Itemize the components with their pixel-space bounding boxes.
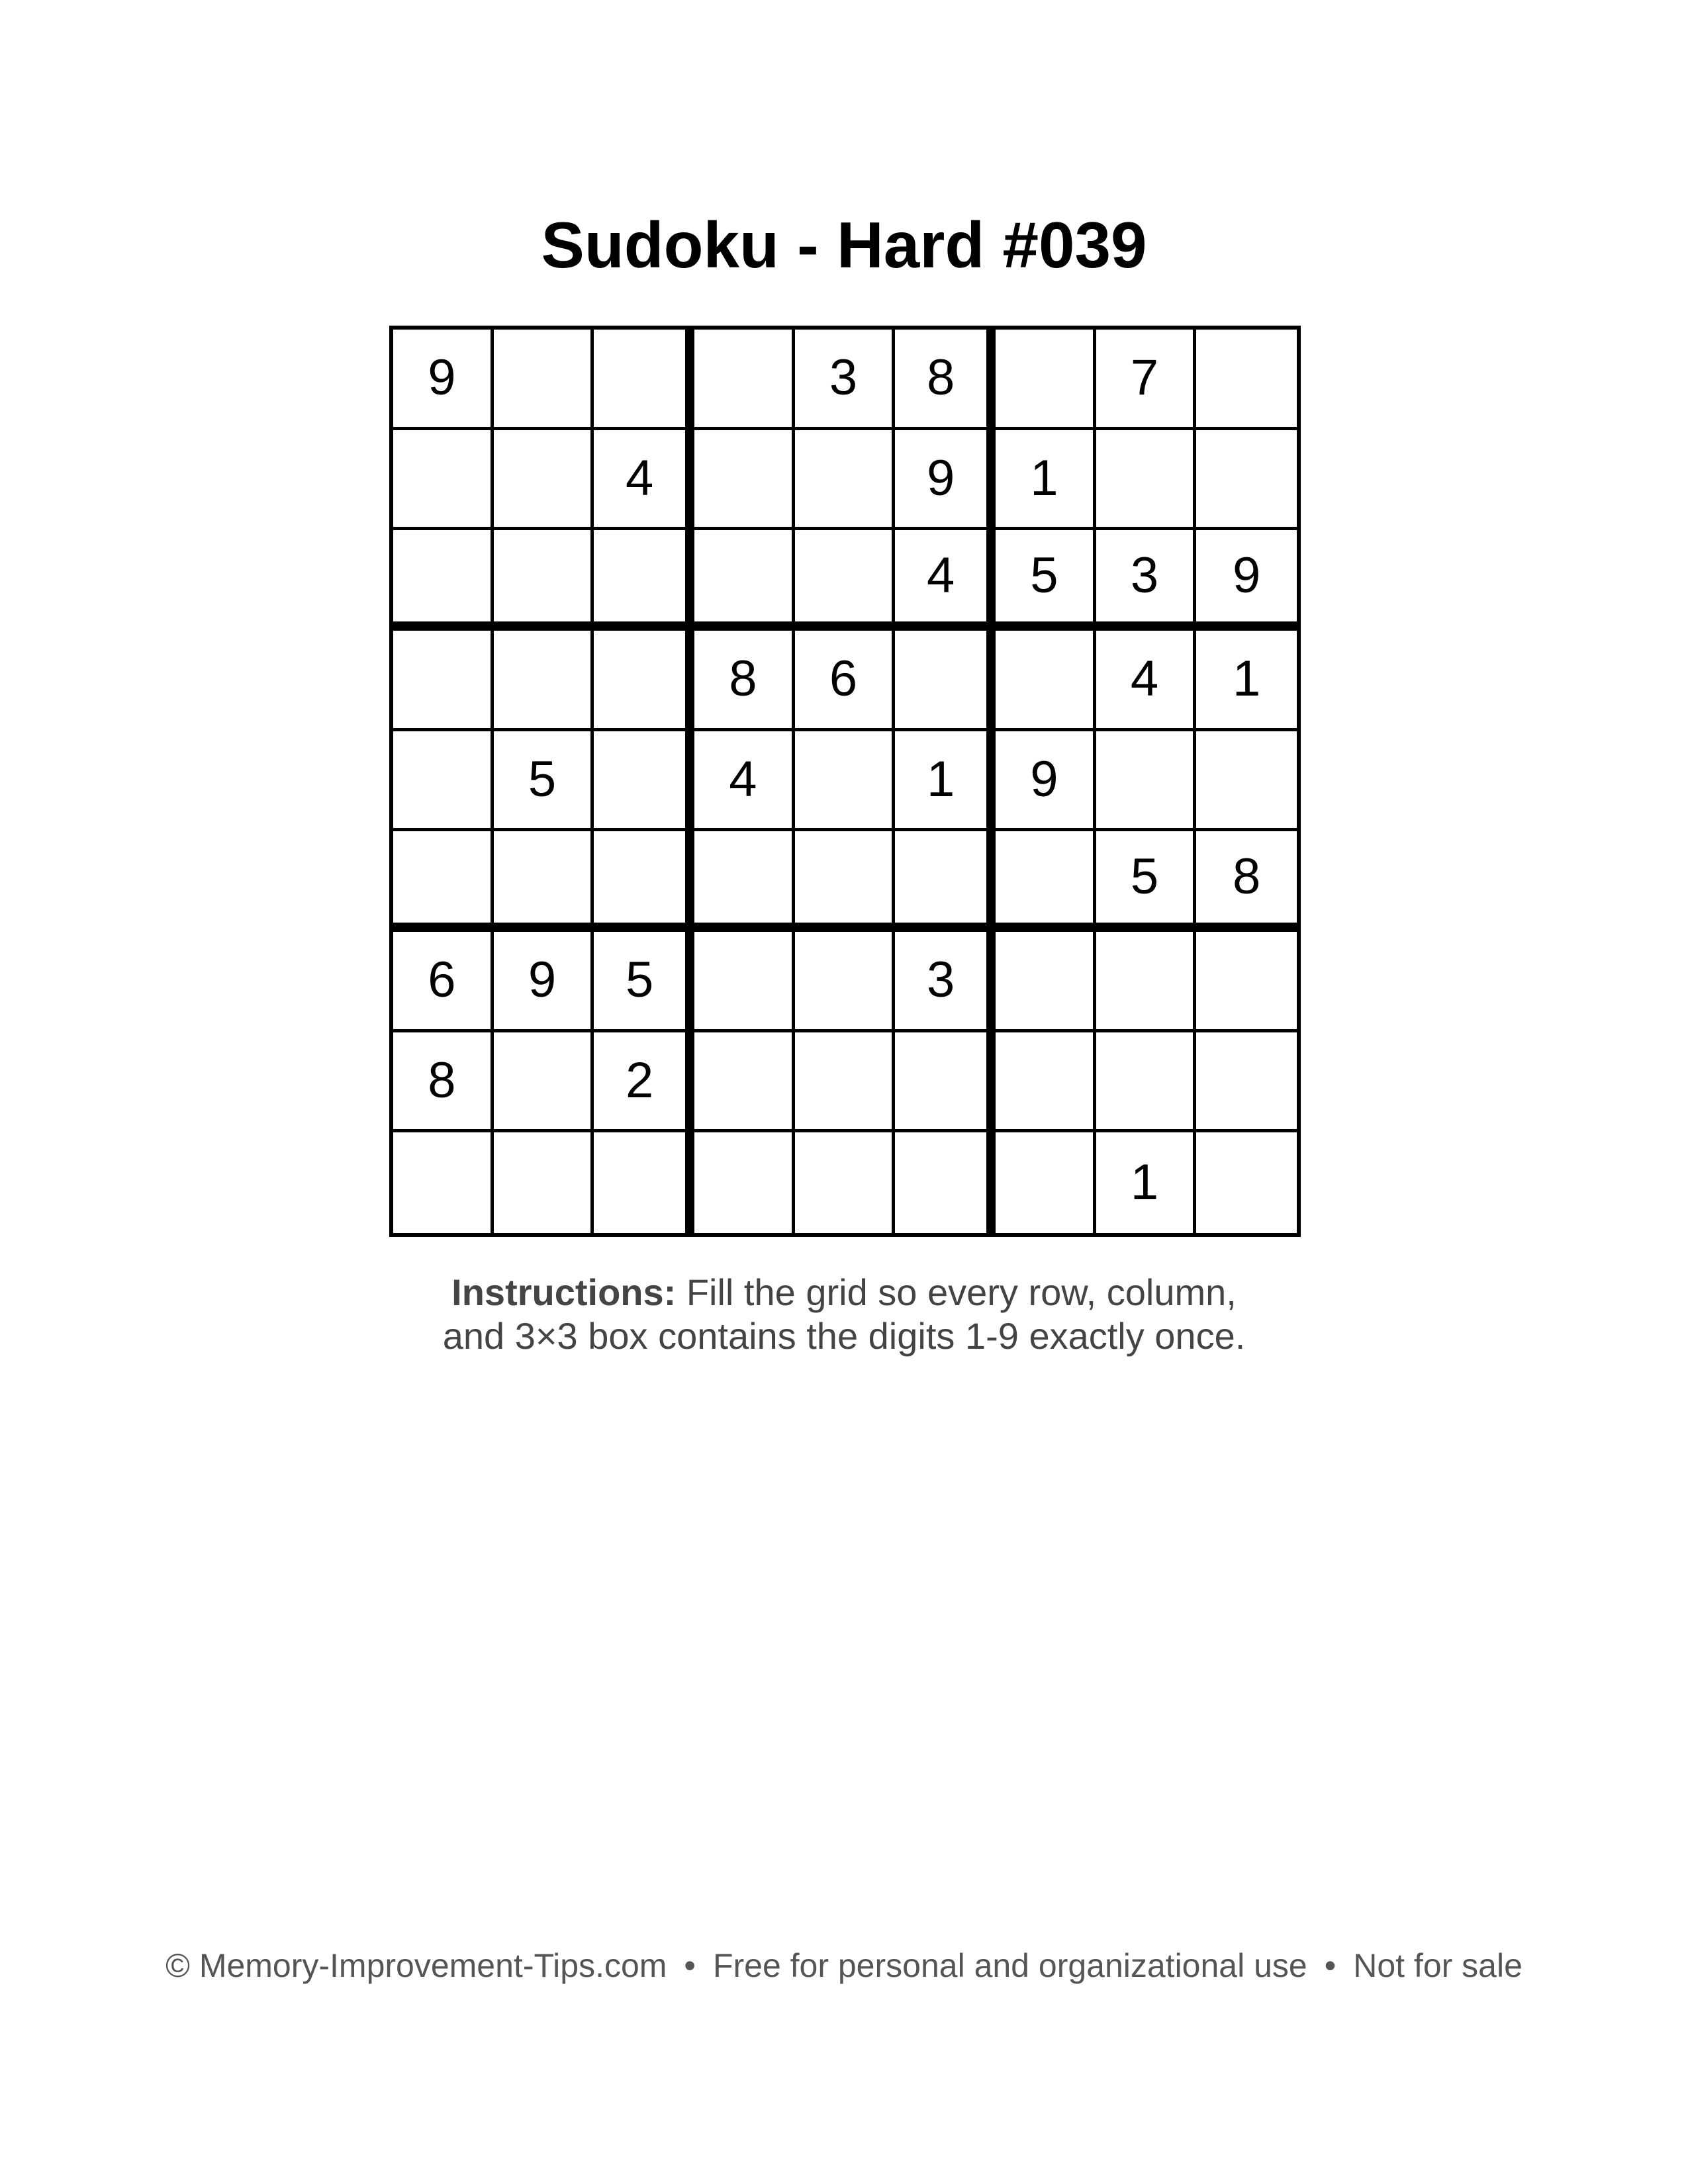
sudoku-cell[interactable]: [594, 731, 694, 832]
sudoku-cell[interactable]: 4: [594, 430, 694, 531]
sudoku-cell[interactable]: [996, 330, 1096, 430]
sudoku-cell[interactable]: [393, 530, 494, 631]
sudoku-cell[interactable]: [694, 1132, 795, 1233]
sudoku-cell[interactable]: [795, 731, 896, 832]
sudoku-cell[interactable]: [996, 831, 1096, 932]
sudoku-cell[interactable]: [1196, 1032, 1297, 1133]
sudoku-cell[interactable]: [996, 1032, 1096, 1133]
sudoku-cell[interactable]: [895, 1032, 996, 1133]
sudoku-cell[interactable]: [795, 932, 896, 1032]
sudoku-cell[interactable]: [393, 430, 494, 531]
instructions-line2: and 3×3 box contains the digits 1-9 exactly once.: [442, 1315, 1246, 1357]
sudoku-cell[interactable]: 9: [996, 731, 1096, 832]
instructions-line1: Fill the grid so every row, column,: [676, 1271, 1237, 1313]
sudoku-cell[interactable]: 1: [996, 430, 1096, 531]
sudoku-cell[interactable]: [393, 631, 494, 731]
sudoku-cell[interactable]: 4: [895, 530, 996, 631]
sudoku-cell[interactable]: [393, 731, 494, 832]
sudoku-cell[interactable]: [1196, 932, 1297, 1032]
sudoku-cell[interactable]: [1096, 1032, 1197, 1133]
sudoku-cell[interactable]: [996, 631, 1096, 731]
sudoku-cell[interactable]: [1196, 430, 1297, 531]
sudoku-cell[interactable]: [494, 1032, 594, 1133]
sudoku-cell[interactable]: 9: [393, 330, 494, 430]
sudoku-cell[interactable]: [594, 530, 694, 631]
sudoku-cell[interactable]: [393, 831, 494, 932]
footer-copyright: © Memory-Improvement-Tips.com: [165, 1947, 667, 1984]
sudoku-cell[interactable]: [494, 330, 594, 430]
sudoku-cell[interactable]: [494, 1132, 594, 1233]
sudoku-cell[interactable]: [694, 530, 795, 631]
sudoku-cell[interactable]: 3: [895, 932, 996, 1032]
instructions: [0, 1271, 1688, 1358]
footer-license: Free for personal and organizational use: [712, 1947, 1307, 1984]
sudoku-cell[interactable]: [1196, 1132, 1297, 1233]
sudoku-cell[interactable]: [494, 430, 594, 531]
sudoku-cell[interactable]: [494, 631, 594, 731]
sudoku-cell[interactable]: 1: [895, 731, 996, 832]
sudoku-cell[interactable]: [594, 831, 694, 932]
sudoku-cell[interactable]: 7: [1096, 330, 1197, 430]
sudoku-cell[interactable]: [1196, 731, 1297, 832]
sudoku-cell[interactable]: [494, 831, 594, 932]
sudoku-cell[interactable]: 5: [996, 530, 1096, 631]
sudoku-cell[interactable]: [594, 1132, 694, 1233]
sudoku-cell[interactable]: [494, 530, 594, 631]
sudoku-cell[interactable]: 5: [494, 731, 594, 832]
sudoku-cell[interactable]: [694, 430, 795, 531]
sudoku-cell[interactable]: 8: [1196, 831, 1297, 932]
sudoku-cell[interactable]: [1196, 330, 1297, 430]
sudoku-cell[interactable]: [996, 1132, 1096, 1233]
sudoku-cell[interactable]: [1096, 932, 1197, 1032]
sudoku-cell[interactable]: [694, 932, 795, 1032]
sudoku-cell[interactable]: 3: [795, 330, 896, 430]
sudoku-cell[interactable]: 2: [594, 1032, 694, 1133]
sudoku-cell[interactable]: [996, 932, 1096, 1032]
sudoku-cell[interactable]: [795, 831, 896, 932]
sudoku-cell[interactable]: [694, 831, 795, 932]
sudoku-grid: [389, 326, 1301, 1237]
sudoku-cell[interactable]: [1096, 430, 1197, 531]
sudoku-cell[interactable]: 8: [694, 631, 795, 731]
sudoku-cell[interactable]: 9: [494, 932, 594, 1032]
sudoku-cell[interactable]: [594, 631, 694, 731]
instructions-label: Instructions:: [451, 1271, 677, 1313]
footer: [0, 1946, 1688, 1985]
sudoku-cell[interactable]: [895, 631, 996, 731]
footer-sale-note: Not for sale: [1353, 1947, 1523, 1984]
sudoku-cell[interactable]: [795, 430, 896, 531]
sudoku-cell[interactable]: [694, 330, 795, 430]
footer-separator: •: [684, 1947, 696, 1984]
sudoku-cell[interactable]: [594, 330, 694, 430]
sudoku-cell[interactable]: 6: [393, 932, 494, 1032]
sudoku-cell[interactable]: 3: [1096, 530, 1197, 631]
sudoku-cell[interactable]: [1096, 731, 1197, 832]
sudoku-cell[interactable]: 9: [895, 430, 996, 531]
sudoku-cell[interactable]: 5: [1096, 831, 1197, 932]
sudoku-cell[interactable]: [895, 1132, 996, 1233]
sudoku-cell[interactable]: 5: [594, 932, 694, 1032]
sudoku-cell[interactable]: 1: [1196, 631, 1297, 731]
sudoku-cell[interactable]: 1: [1096, 1132, 1197, 1233]
sudoku-cell[interactable]: 9: [1196, 530, 1297, 631]
sudoku-cell[interactable]: [393, 1132, 494, 1233]
sudoku-cell[interactable]: [895, 831, 996, 932]
sudoku-cell[interactable]: [795, 530, 896, 631]
sudoku-cell[interactable]: 8: [895, 330, 996, 430]
page-title: Sudoku - Hard #039: [541, 208, 1147, 281]
sudoku-cell[interactable]: [694, 1032, 795, 1133]
sudoku-cell[interactable]: 4: [1096, 631, 1197, 731]
footer-separator: •: [1324, 1947, 1336, 1984]
sudoku-cell[interactable]: [795, 1032, 896, 1133]
sudoku-cell[interactable]: 4: [694, 731, 795, 832]
sudoku-cell[interactable]: 6: [795, 631, 896, 731]
sudoku-cell[interactable]: 8: [393, 1032, 494, 1133]
sudoku-cell[interactable]: [795, 1132, 896, 1233]
